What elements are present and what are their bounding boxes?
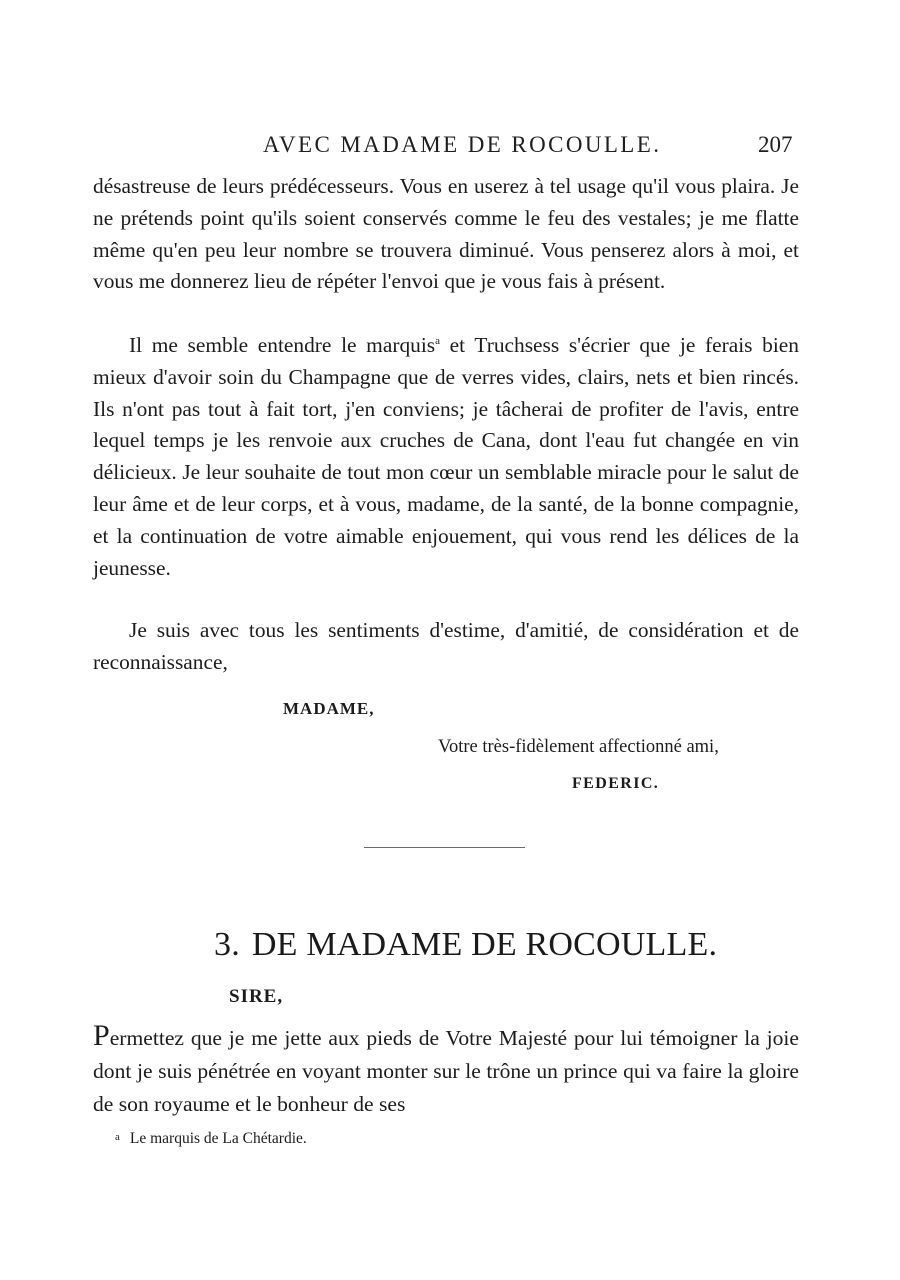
- paragraph-2: [93, 330, 799, 584]
- paragraph-2-rest: et Truchsess s'écrier que je ferais bien mieux d'avoir soin du Champagne que de verres vides, clairs, nets et bien rincés. Ils n'ont pas tout à fait tort, j'en conviens; je tâcherai de profiter de l'avis, entre lequel temps je les renvoie aux cruches de Cana, dont l'eau fut changée en vin délicieux. Je leur souhaite de tout mon cœur un semblable miracle pour le salut de leur âme et de leur corps, et à vous, madame, de la santé, de la bonne compagnie, et la continuation de votre aimable enjouement, qui vous rend les délices de la jeunesse.: [93, 333, 800, 580]
- paragraph-1-text: désastreuse de leurs prédécesseurs. Vous en userez à tel usage qu'il vous plaira. Je ne prétends point qu'ils soient conservés comme le feu des vestales; je me flatte même qu'en peu leur nombre se trouvera diminué. Vous penserez alors à moi, et vous me donnerez lieu de répéter l'envoi que je vous fais à présent.: [93, 174, 799, 294]
- paragraph-1: [93, 171, 799, 298]
- footnote-marker: a: [115, 1131, 120, 1143]
- section-title: DE MADAME DE ROCOULLE.: [251, 926, 718, 963]
- section-divider: [364, 847, 525, 848]
- paragraph-4: [93, 1019, 799, 1121]
- paragraph-4-text: [93, 1019, 799, 1121]
- footnote-text: Le marquis de La Chétardie.: [129, 1130, 307, 1147]
- section-heading: [214, 925, 717, 965]
- running-head: AVEC MADAME DE ROCOULLE.: [263, 132, 662, 157]
- section-number: 3.: [214, 926, 240, 963]
- letter-signature: FEDERIC.: [572, 775, 660, 792]
- paragraph-4-rest: ermettez que je me jette aux pieds de Votre Majesté pour lui témoigner la joie dont je suis pénétrée en voyant monter sur le trône un prince qui va faire la gloire de son royaume et le bonheur de ses: [93, 1026, 799, 1116]
- paragraph-3-text: Je suis avec tous les sentiments d'estime, d'amitié, de considération et de reconnaissance,: [93, 618, 799, 674]
- initial-letter: P: [93, 1019, 110, 1052]
- section-salutation: SIRE,: [229, 986, 284, 1007]
- page-number: 207: [758, 132, 793, 157]
- paragraph-3: [93, 615, 799, 679]
- paragraph-2-start: Il me semble entendre le marquis: [129, 333, 436, 357]
- letter-closing: Votre très-fidèlement affectionné ami,: [438, 737, 719, 757]
- paragraph-2-text: [93, 330, 799, 584]
- footnote-reference: a: [435, 335, 440, 347]
- letter-salutation: MADAME,: [283, 699, 375, 718]
- footnote: [115, 1125, 307, 1151]
